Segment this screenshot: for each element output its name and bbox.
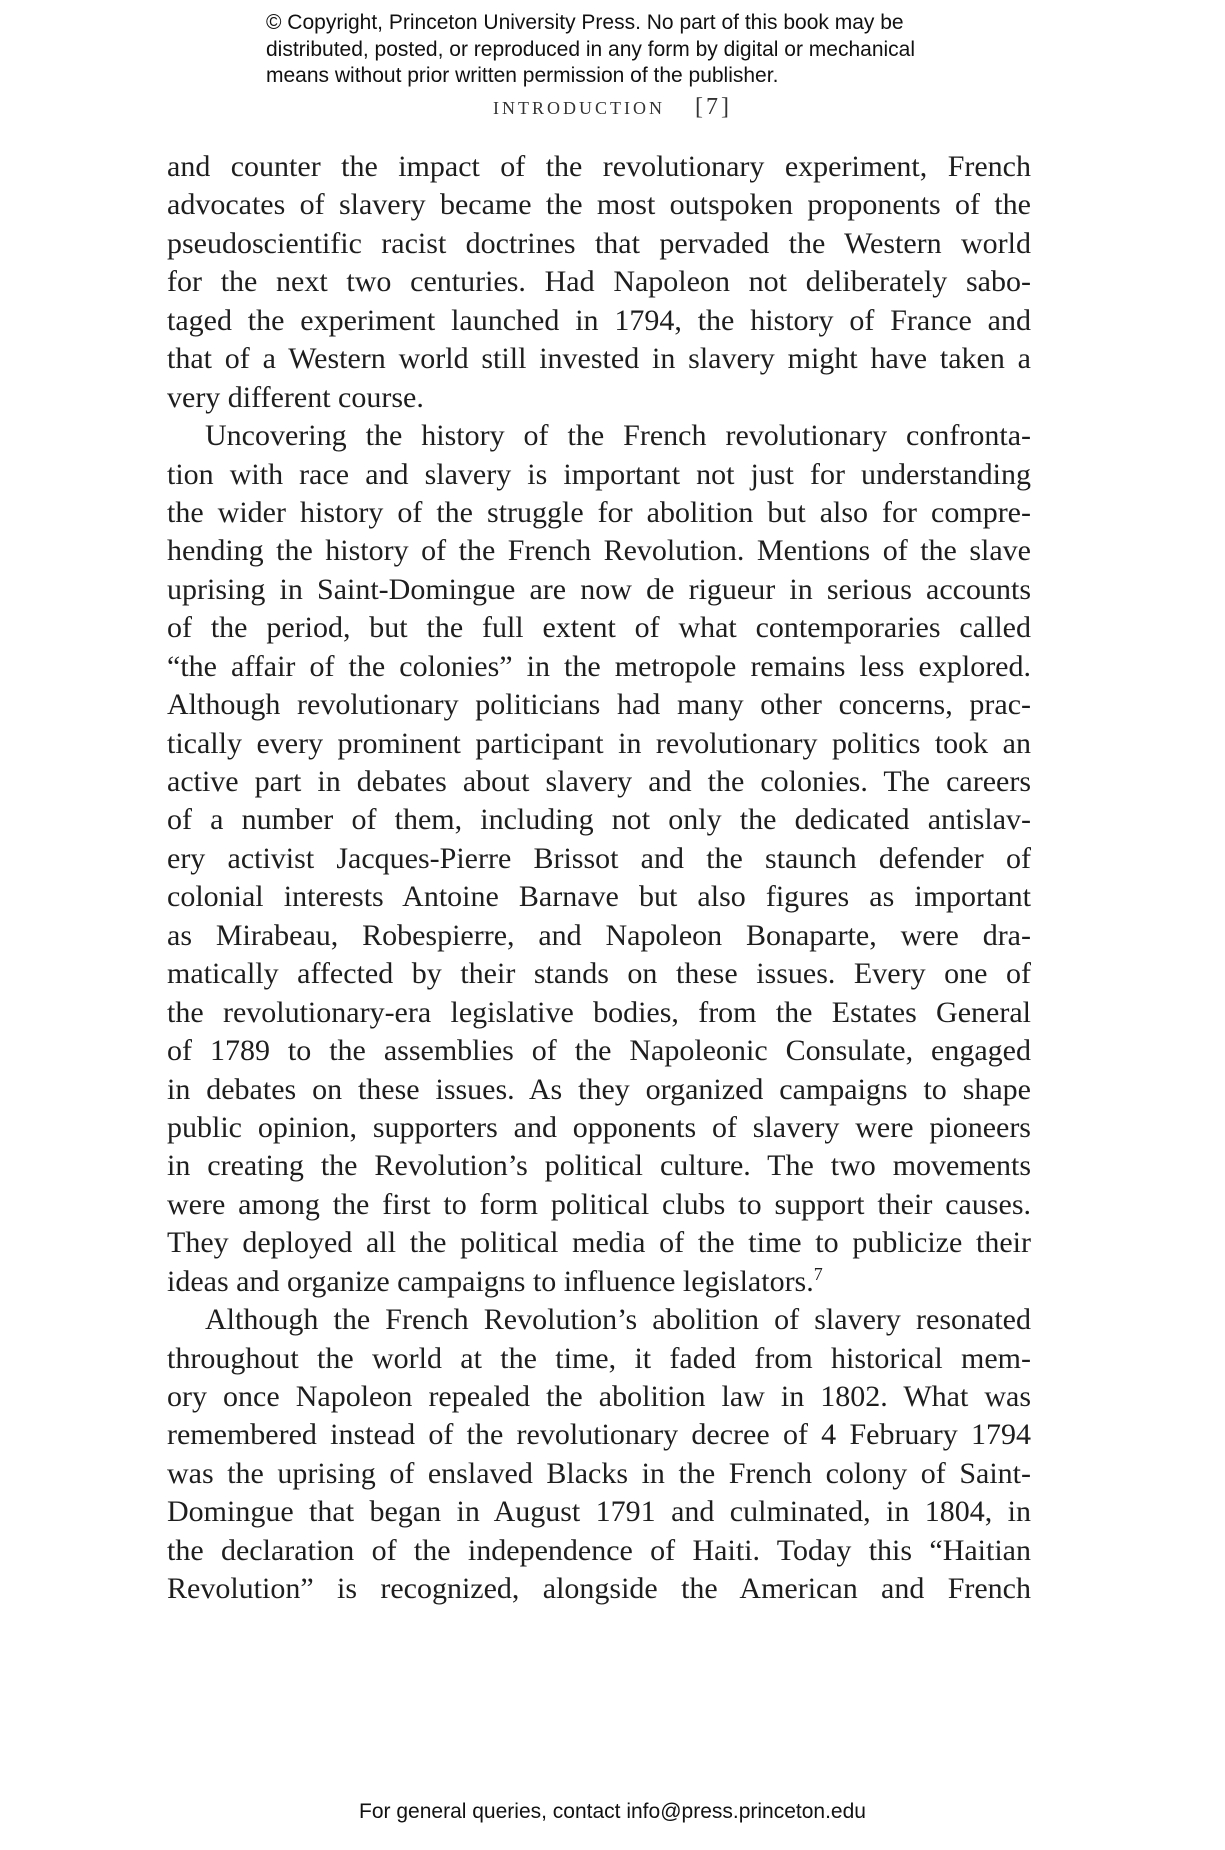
text-line: uprising in Saint-Domingue are now de rigueur in serious accounts (167, 572, 1031, 606)
text-line: in debates on these issues. As they organized campaigns to shape (167, 1072, 1031, 1106)
text-line: throughout the world at the time, it faded from historical mem- (167, 1341, 1031, 1375)
paragraph (167, 148, 1031, 417)
text-line: very different course. (167, 380, 424, 414)
text-line: in creating the Revolution’s political culture. The two movements (167, 1149, 1031, 1183)
copyright-line: distributed, posted, or reproduced in any form by digital or mechanical (266, 37, 916, 61)
text-line: of a number of them, including not only the dedicated antislav- (167, 803, 1031, 837)
footer-contact (0, 1800, 1225, 1824)
text-line: “the affair of the colonies” in the metropole remains less explored. (167, 649, 1031, 683)
text-line: Although the French Revolution’s abolition of slavery resonated (205, 1303, 1031, 1337)
copyright-line: means without prior written permission of the publisher. (266, 64, 779, 87)
copyright-notice (266, 10, 986, 90)
text-line: for the next two centuries. Had Napoleon not deliberately sabo- (167, 265, 1031, 299)
text-line: matically affected by their stands on these issues. Every one of (167, 957, 1031, 991)
text-line: Domingue that began in August 1791 and culminated, in 1804, in (167, 1495, 1031, 1529)
text-line-content: ideas and organize campaigns to influence legislators. (167, 1264, 814, 1298)
text-line: of 1789 to the assemblies of the Napoleonic Consulate, engaged (167, 1034, 1031, 1068)
text-line: ory once Napoleon repealed the abolition law in 1802. What was (167, 1380, 1031, 1413)
text-line: and counter the impact of the revolutionary experiment, French (167, 150, 1031, 183)
page-number: [7] (695, 94, 732, 120)
text-line: Uncovering the history of the French revolutionary confronta- (205, 419, 1031, 453)
body-text (167, 148, 1031, 1609)
text-line: advocates of slavery became the most outspoken proponents of the (167, 188, 1031, 222)
text-line: tion with race and slavery is important not just for understanding (167, 457, 1031, 491)
text-line: the wider history of the struggle for abolition but also for compre- (167, 495, 1031, 529)
text-line: Although revolutionary politicians had many other concerns, prac- (167, 688, 1031, 722)
text-line: was the uprising of enslaved Blacks in the French colony of Saint- (167, 1456, 1031, 1490)
text-line: Revolution” is recognized, alongside the American and French (167, 1572, 1031, 1606)
text-line: the revolutionary-era legislative bodies, from the Estates General (167, 995, 1031, 1029)
text-line: public opinion, supporters and opponents of slavery were pioneers (167, 1110, 1031, 1144)
text-line: taged the experiment launched in 1794, the history of France and (167, 303, 1031, 337)
text-line: colonial interests Antoine Barnave but also figures as important (167, 880, 1031, 914)
paragraph (167, 1301, 1031, 1609)
footer-text: For general queries, contact info@press.princeton.edu (359, 1800, 866, 1823)
chapter-title: INTRODUCTION (493, 98, 665, 118)
text-line: hending the history of the French Revolution. Mentions of the slave (167, 534, 1031, 568)
text-line: pseudoscientific racist doctrines that pervaded the Western world (167, 226, 1031, 260)
text-line: were among the first to form political clubs to support their causes. (167, 1187, 1031, 1221)
copyright-line: © Copyright, Princeton University Press. No part of this book may be (266, 11, 904, 34)
text-line: as Mirabeau, Robespierre, and Napoleon Bonaparte, were dra- (167, 918, 1031, 952)
text-line: They deployed all the political media of the time to publicize their (167, 1226, 1031, 1260)
paragraph (167, 417, 1031, 1301)
text-line: that of a Western world still invested in slavery might have taken a (167, 342, 1031, 376)
footnote-reference[interactable]: 7 (813, 1263, 823, 1284)
text-line: remembered instead of the revolutionary decree of 4 February 1794 (167, 1418, 1031, 1452)
text-line: the declaration of the independence of Haiti. Today this “Haitian (167, 1533, 1031, 1567)
text-line: active part in debates about slavery and the colonies. The careers (167, 765, 1031, 798)
text-line: of the period, but the full extent of what contemporaries called (167, 611, 1031, 645)
text-line (167, 1263, 1031, 1301)
text-line: tically every prominent participant in revolutionary politics took an (167, 726, 1031, 760)
running-head (0, 94, 1225, 121)
text-line: ery activist Jacques-Pierre Brissot and the staunch defender of (167, 841, 1031, 875)
